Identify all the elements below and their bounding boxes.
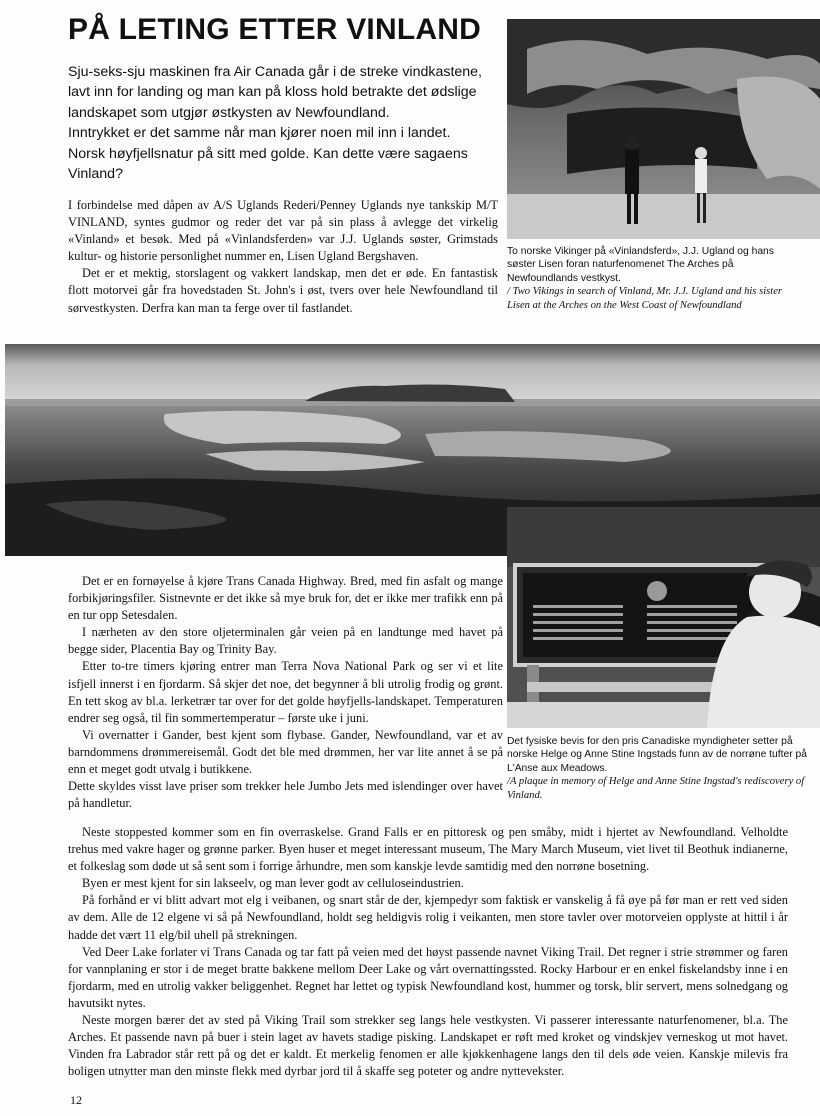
lead-line: lavt inn for landing og man kan på kloss hold betrakte det ødslige	[68, 84, 477, 101]
body-paragraph: I forbindelse med dåpen av A/S Uglands Rederi/Penney Uglands nye tankskip M/T VINLAND, syntes gudmor og reder det var på sin plass å avlegge det virkelig «Vinland» et besøk. Med på «Vinlandsferden» var J.J. Uglands søster, Grimstads kultur- og historie personlighet nummer en, Lisen Ugland Bergshaven.	[68, 198, 498, 264]
lead-line: Norsk høyfjellsnatur på sitt med golde. Kan dette være sagaens	[68, 145, 468, 162]
body-paragraph: I nærheten av den store oljeterminalen går veien på en landtunge med havet på begge sider, Placentia Bay og Trinity Bay.	[68, 625, 503, 657]
body-full-width	[68, 824, 788, 1080]
caption-norwegian: Det fysiske bevis for den pris Canadiske myndigheter setter på norske Helge og Anne Stine Ingstads funn av de norrøne tufter på L'Anse aux Meadows.	[507, 736, 807, 774]
caption-plaque	[507, 735, 807, 802]
body-paragraph: Neste morgen bærer det av sted på Viking Trail som strekker seg langs hele vestkysten. Vi passerer interessante naturfenomener, bl.a. The Arches. Et passende navn på buer i stein laget av havets stadige pisking. Landskapet er røft med kroket og vindskjev verneskog ut mot havet. Vinden fra Labrador står rett på og det er kaldt. Et merkelig fenomen er alle kjøkkenhagene langs den til dels øde veien. Kanskje milevis fra boligen utnytter man den minste flekk med dyrbar jord til å skaffe seg poteter og andre nyttevekster.	[68, 1013, 788, 1079]
lead-line: Vinland?	[68, 166, 123, 183]
body-paragraph: Neste stoppested kommer som en fin overraskelse. Grand Falls er en pittoresk og pen småby, midt i hjertet av Newfoundland. Velholdte trehus med vakre hager og grønne parker. Byen huser et meget interessant museum, The Mary March Museum, viet livet til Beothuk indianerne, et folkeslag som døde ut så sent som i forrige århundre, men som kanskje levde samtidig med den norrøne bosetning.	[68, 825, 788, 874]
body-paragraph: Dette skyldes visst lave priser som trekker hele Jumbo Jets med islendinger over havet på handletur.	[68, 779, 503, 811]
body-paragraph: Det er et mektig, storslagent og vakkert landskap, men det er øde. En fantastisk flott motorvei går fra hovedstaden St. John's i øst, tvers over hele Newfoundland til sørvestkysten. Derfra kan man ta ferge over til fastlandet.	[68, 266, 498, 315]
lead-line: landskapet som utgjør østkysten av Newfoundland.	[68, 104, 390, 121]
lead-line: Inntrykket er det samme når man kjører noen mil inn i landet.	[68, 125, 451, 142]
body-paragraph: På forhånd er vi blitt advart mot elg i veibanen, og snart står de der, kjempedyr som faktisk er vanskelig å få øye på før man er rett ved siden av dem. Alle de 12 elgene vi så på Newfoundland, holdt seg heldigvis rolig i veikanten, men store tavler over motorveien opplyste at hittil i år hadde det vært 11 elg/bil uhell på strekningen.	[68, 893, 788, 942]
caption-arches	[507, 245, 797, 312]
page-number: 12	[70, 1093, 82, 1107]
caption-norwegian: To norske Vikinger på «Vinlandsferd», J.J. Ugland og hans søster Lisen foran naturfenomenet The Arches på Newfoundlands vestkyst.	[507, 246, 774, 284]
body-column	[68, 573, 503, 812]
caption-english: /A plaque in memory of Helge and Anne Stine Ingstad's rediscovery of Vinland.	[507, 776, 805, 801]
body-paragraph: Det er en fornøyelse å kjøre Trans Canada Highway. Bred, med fin asfalt og mange forbikjøringsfiler. Sistnevnte er det ikke så mye bruk for, det er ikke mer trafikk enn på en tur opp Setesdalen.	[68, 574, 503, 623]
body-paragraph: Etter to-tre timers kjøring entrer man Terra Nova National Park og ser vi et lite isfjell innerst i en fjordarm. Så skjer det noe, det begynner å bli utrolig frodig og grønt. En tett skog av bl.a. lerketrær tar over for det golde høyfjells-landskapet. Temperaturen endrer seg også, til fin sommertemperatur – første uke i juni.	[68, 659, 503, 725]
photo-plaque	[507, 507, 820, 728]
photo-the-arches	[507, 19, 820, 239]
lead-line: Sju-seks-sju maskinen fra Air Canada går i de streke vindkastene,	[68, 64, 482, 80]
lead-paragraph	[68, 62, 498, 184]
intro-text	[68, 197, 498, 317]
article-title: PÅ LETING ETTER VINLAND	[68, 13, 481, 46]
body-paragraph: Ved Deer Lake forlater vi Trans Canada og tar fatt på veien med det høyst passende navnet Viking Trail. Det regner i strie strømmer og faren for vannplaning er stor i de meget bratte bakkene mellom Deer Lake og vårt overnattingssted. Rocky Harbour er en enkel fiskelandsby inne i en fjordarm, med en utrolig vakker beliggenhet. Regnet har lettet og typisk Newfoundland kost, hummer og torsk, blir servert, mens solnedgang og havutsikt nytes.	[68, 944, 788, 1010]
caption-english: / Two Vikings in search of Vinland, Mr. J.J. Ugland and his sister Lisen at the Arches on the West Coast of Newfoundland	[507, 286, 783, 311]
body-paragraph: Vi overnatter i Gander, best kjent som flybase. Gander, Newfoundland, var et av barndommens drømmereisemål. Godt det ble med drømmen, her var lite annet å se på enn et meget godt utvalg i butikkene.	[68, 727, 503, 777]
body-paragraph: Byen er mest kjent for sin lakseelv, og man lever godt av celluloseindustrien.	[82, 876, 464, 891]
